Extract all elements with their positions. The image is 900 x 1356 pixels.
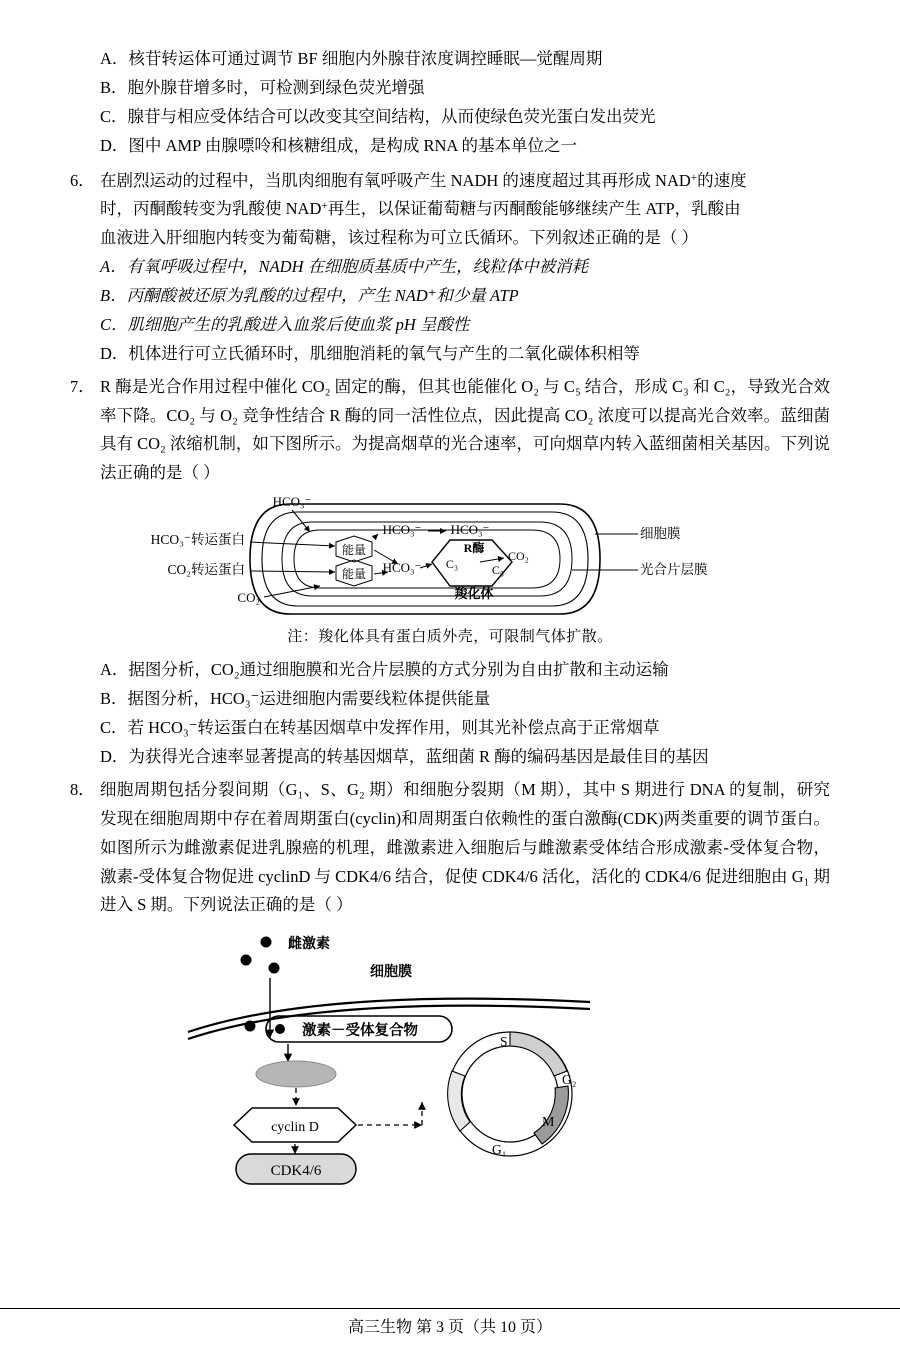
svg-text:M: M	[542, 1115, 555, 1131]
page-footer: 高三生物 第 3 页（共 10 页）	[0, 1308, 900, 1356]
svg-text:雌激素: 雌激素	[288, 937, 330, 953]
q6-stem-line3: 血液进入肝细胞内转变为葡萄糖，该过程称为可立氏循环。下列叙述正确的是（ ）	[100, 228, 699, 248]
q5-option-c: C．腺苷与相应受体结合可以改变其空间结构，从而使绿色荧光蛋白发出荧光	[100, 106, 656, 126]
q5-option-a: A．核苷转运体可通过调节 BF 细胞内外腺苷浓度调控睡眠—觉醒周期	[100, 49, 603, 68]
svg-text:CO₂转运蛋白: CO₂转运蛋白	[167, 562, 245, 578]
q5-option-d: D．图中 AMP 由腺嘌呤和核糖组成，是构成 RNA 的基本单位之一	[100, 135, 577, 155]
svg-text:HCO₃⁻转运蛋白: HCO₃⁻转运蛋白	[150, 532, 245, 548]
q6-stem-line2: 时，丙酮酸转变为乳酸使 NAD	[100, 199, 322, 219]
q6-stem-line1-end: 的速度	[697, 170, 747, 190]
q6-number: 6．	[70, 170, 95, 190]
svg-text:cyclin D: cyclin D	[271, 1120, 319, 1136]
q7-options	[100, 656, 830, 772]
question-8	[70, 776, 830, 920]
q8-figure	[70, 926, 830, 1188]
q6-option-a: A．有氧呼吸过程中，NADH 在细胞质基质中产生，线粒体中被消耗	[100, 257, 589, 277]
q7-number: 7．	[70, 376, 95, 396]
svg-text:CO₂: CO₂	[237, 590, 260, 606]
q6-sup-1: +	[690, 171, 698, 184]
svg-text:羧化体: 羧化体	[454, 586, 494, 602]
svg-text:能量: 能量	[341, 567, 367, 582]
q7-option-b: B．据图分析，HCO₃⁻运进细胞内需要线粒体提供能量	[100, 689, 491, 709]
svg-text:S: S	[500, 1034, 508, 1050]
q8-stem: 细胞周期包括分裂间期（G₁、S、G₂ 期）和细胞分裂期（M 期），其中 S 期进行 DNA 的复制，研究发现在细胞周期中存在着周期蛋白(cyclin)和周期蛋白依赖性的蛋白激酶(CDK)两类重要的调节蛋白。如图所示为雌激素促进乳腺癌的机理，雌激素进入细胞后与雌激素受体结合形成激素-受体复合物，激素-受体复合物促进 cyclinD 与 CDK4/6 结合，促使 CDK4/6 活化，活化的 CDK4/6 促进细胞由 G₁ 期进入 S 期。下列说法正确的是（ ）	[100, 779, 830, 915]
q7-diagram	[140, 494, 760, 624]
svg-text:激素－受体复合物: 激素－受体复合物	[302, 1023, 418, 1040]
svg-text:HCO₃⁻: HCO₃⁻	[272, 494, 312, 510]
q7-figure-note: 注：羧化体具有蛋白质外壳，可限制气体扩散。	[287, 629, 613, 646]
q6-stem-line1: 在剧烈运动的过程中，当肌肉细胞有氧呼吸产生 NADH 的速度超过其再形成 NAD	[100, 170, 691, 190]
q7-option-a: A．据图分析，CO₂通过细胞膜和光合片层膜的方式分别为自由扩散和主动运输	[100, 660, 669, 680]
svg-text:HCO₃⁻: HCO₃⁻	[450, 522, 490, 538]
q6-options	[100, 253, 830, 369]
q5-options	[100, 45, 830, 161]
svg-text:细胞膜: 细胞膜	[370, 965, 412, 981]
svg-text:CO₂: CO₂	[508, 549, 529, 564]
q6-stem-line2-end: 再生，以保证葡萄糖与丙酮酸能够继续产生 ATP，乳酸由	[327, 199, 741, 219]
svg-text:HCO₃⁻: HCO₃⁻	[382, 522, 422, 538]
svg-text:能量: 能量	[341, 543, 367, 558]
svg-text:光合片层膜: 光合片层膜	[640, 562, 708, 578]
svg-text:G₁: G₁	[492, 1142, 507, 1158]
q6-option-d: D．机体进行可立氏循环时，肌细胞消耗的氧气与产生的二氧化碳体积相等	[100, 343, 640, 363]
question-7	[70, 373, 830, 489]
svg-text:细胞膜: 细胞膜	[640, 526, 681, 542]
q6-option-b: B．丙酮酸被还原为乳酸的过程中，产生 NAD⁺和少量 ATP	[100, 286, 519, 305]
q5-option-b: B．胞外腺苷增多时，可检测到绿色荧光增强	[100, 77, 425, 97]
svg-text:HCO₃⁻: HCO₃⁻	[382, 560, 422, 576]
q7-option-d: D．为获得光合速率显著提高的转基因烟草，蓝细菌 R 酶的编码基因是最佳目的基因	[100, 747, 709, 766]
q6-stem	[100, 167, 830, 254]
q8-diagram	[170, 926, 730, 1188]
svg-text:G₂: G₂	[562, 1072, 577, 1088]
q7-option-c: C．若 HCO₃⁻转运蛋白在转基因烟草中发挥作用，则其光补偿点高于正常烟草	[100, 718, 660, 738]
q7-figure	[70, 494, 830, 624]
svg-text:C₃: C₃	[445, 557, 459, 572]
svg-text:CDK4/6: CDK4/6	[270, 1163, 322, 1180]
svg-text:C₅: C₅	[491, 563, 505, 578]
svg-text:R酶: R酶	[463, 541, 485, 556]
q6-sup-2: +	[321, 200, 328, 213]
q8-number: 8．	[70, 779, 95, 799]
q7-stem: R 酶是光合作用过程中催化 CO₂ 固定的酶，但其也能催化 O₂ 与 C₅ 结合，形成 C₃ 和 C₂，导致光合效率下降。CO₂ 与 O₂ 竞争性结合 R 酶的同一活性位点，因此提高 CO₂ 浓度可以提高光合效率。蓝细菌具有 CO₂ 浓缩机制，如下图所示。为提高烟草的光合速率，可向烟草内转入蓝细菌相关基因。下列说法正确的是（ ）	[100, 376, 830, 483]
question-6	[70, 167, 830, 369]
q6-option-c: C．肌细胞产生的乳酸进入血浆后使血浆 pH 呈酸性	[100, 314, 470, 334]
